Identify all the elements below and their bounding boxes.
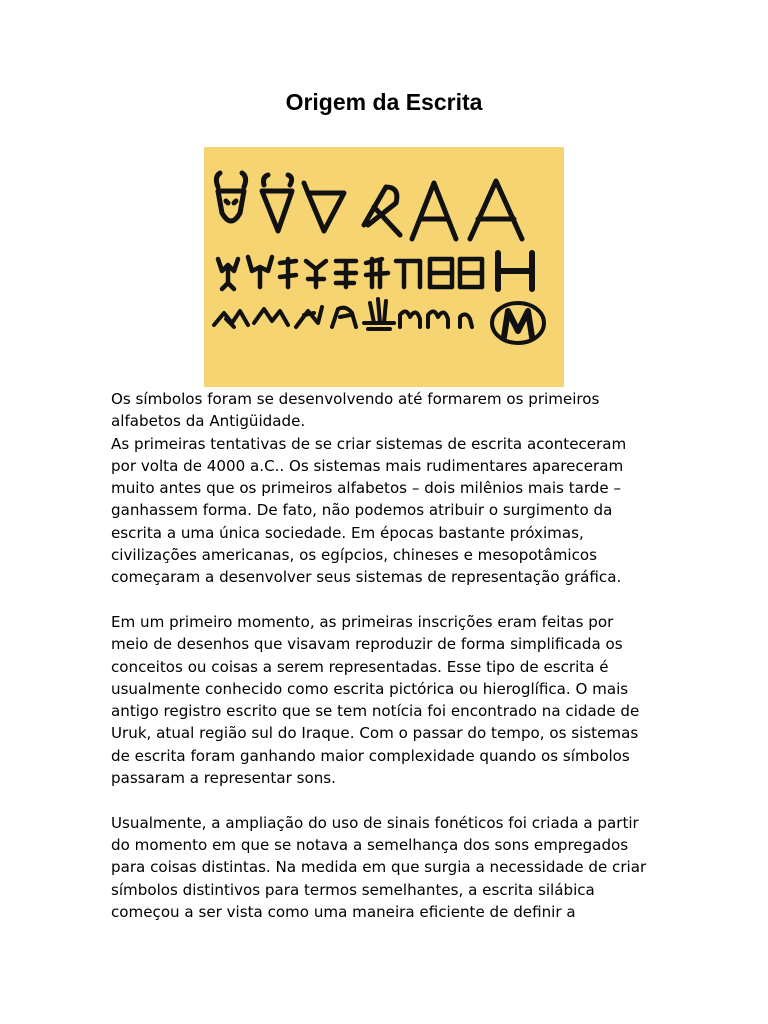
paragraph-1: Os símbolos foram se desenvolvendo até formarem os primeiros alfabetos da Antigüidade. [111, 390, 600, 431]
ox-head-glyph-2 [262, 175, 292, 231]
ox-head-glyph [216, 173, 245, 221]
alpha-glyph-2 [364, 187, 400, 235]
alpha-glyph-1 [304, 183, 344, 231]
paragraph-2: As primeiras tentativas de se criar sistemas de escrita aconteceram por volta de 4000 a.C.. Os sistemas mais rudimentares apareceram muito antes que os primeiros alfabetos – dois milênios mais tarde – ganhassem forma. De fato, não podemos atribuir o surgimento da escrita a uma única sociedade. Em épocas bastante próximas, civilizações americanas, os egípcios, chineses e mesopotâmicos começaram a desenvolver seus sistemas de representação gráfica. [111, 434, 627, 587]
page-title: Origem da Escrita [285, 89, 483, 115]
paragraph-3: Em um primeiro momento, as primeiras inscrições eram feitas por meio de desenhos que visavam reproduzir de forma simplificada os conceitos ou coisas a serem representadas. Esse tipo de escrita é usualmente conhecido como escrita pictórica ou hieroglífica. O mais antigo registro escrito que se tem notícia foi encontrado na cidade de Uruk, atual região sul do Iraque. Com o passar do tempo, os sistemas de escrita foram ganhando maior complexidade quando os símbolos passaram a representar sons. [111, 612, 640, 788]
glyphs-illustration [204, 147, 564, 387]
body-text [111, 388, 671, 923]
writing-evolution-figure [204, 147, 564, 387]
paragraph-4: Usualmente, a ampliação do uso de sinais fonéticos foi criada a partir do momento em que se notava a semelhança dos sons empregados para coisas distintas. Na medida em que surgia a necessidade de criar símbolos distintivos para termos semelhantes, a escrita silábica começou a ser vista como uma maneira eficiente de definir a [111, 813, 647, 921]
